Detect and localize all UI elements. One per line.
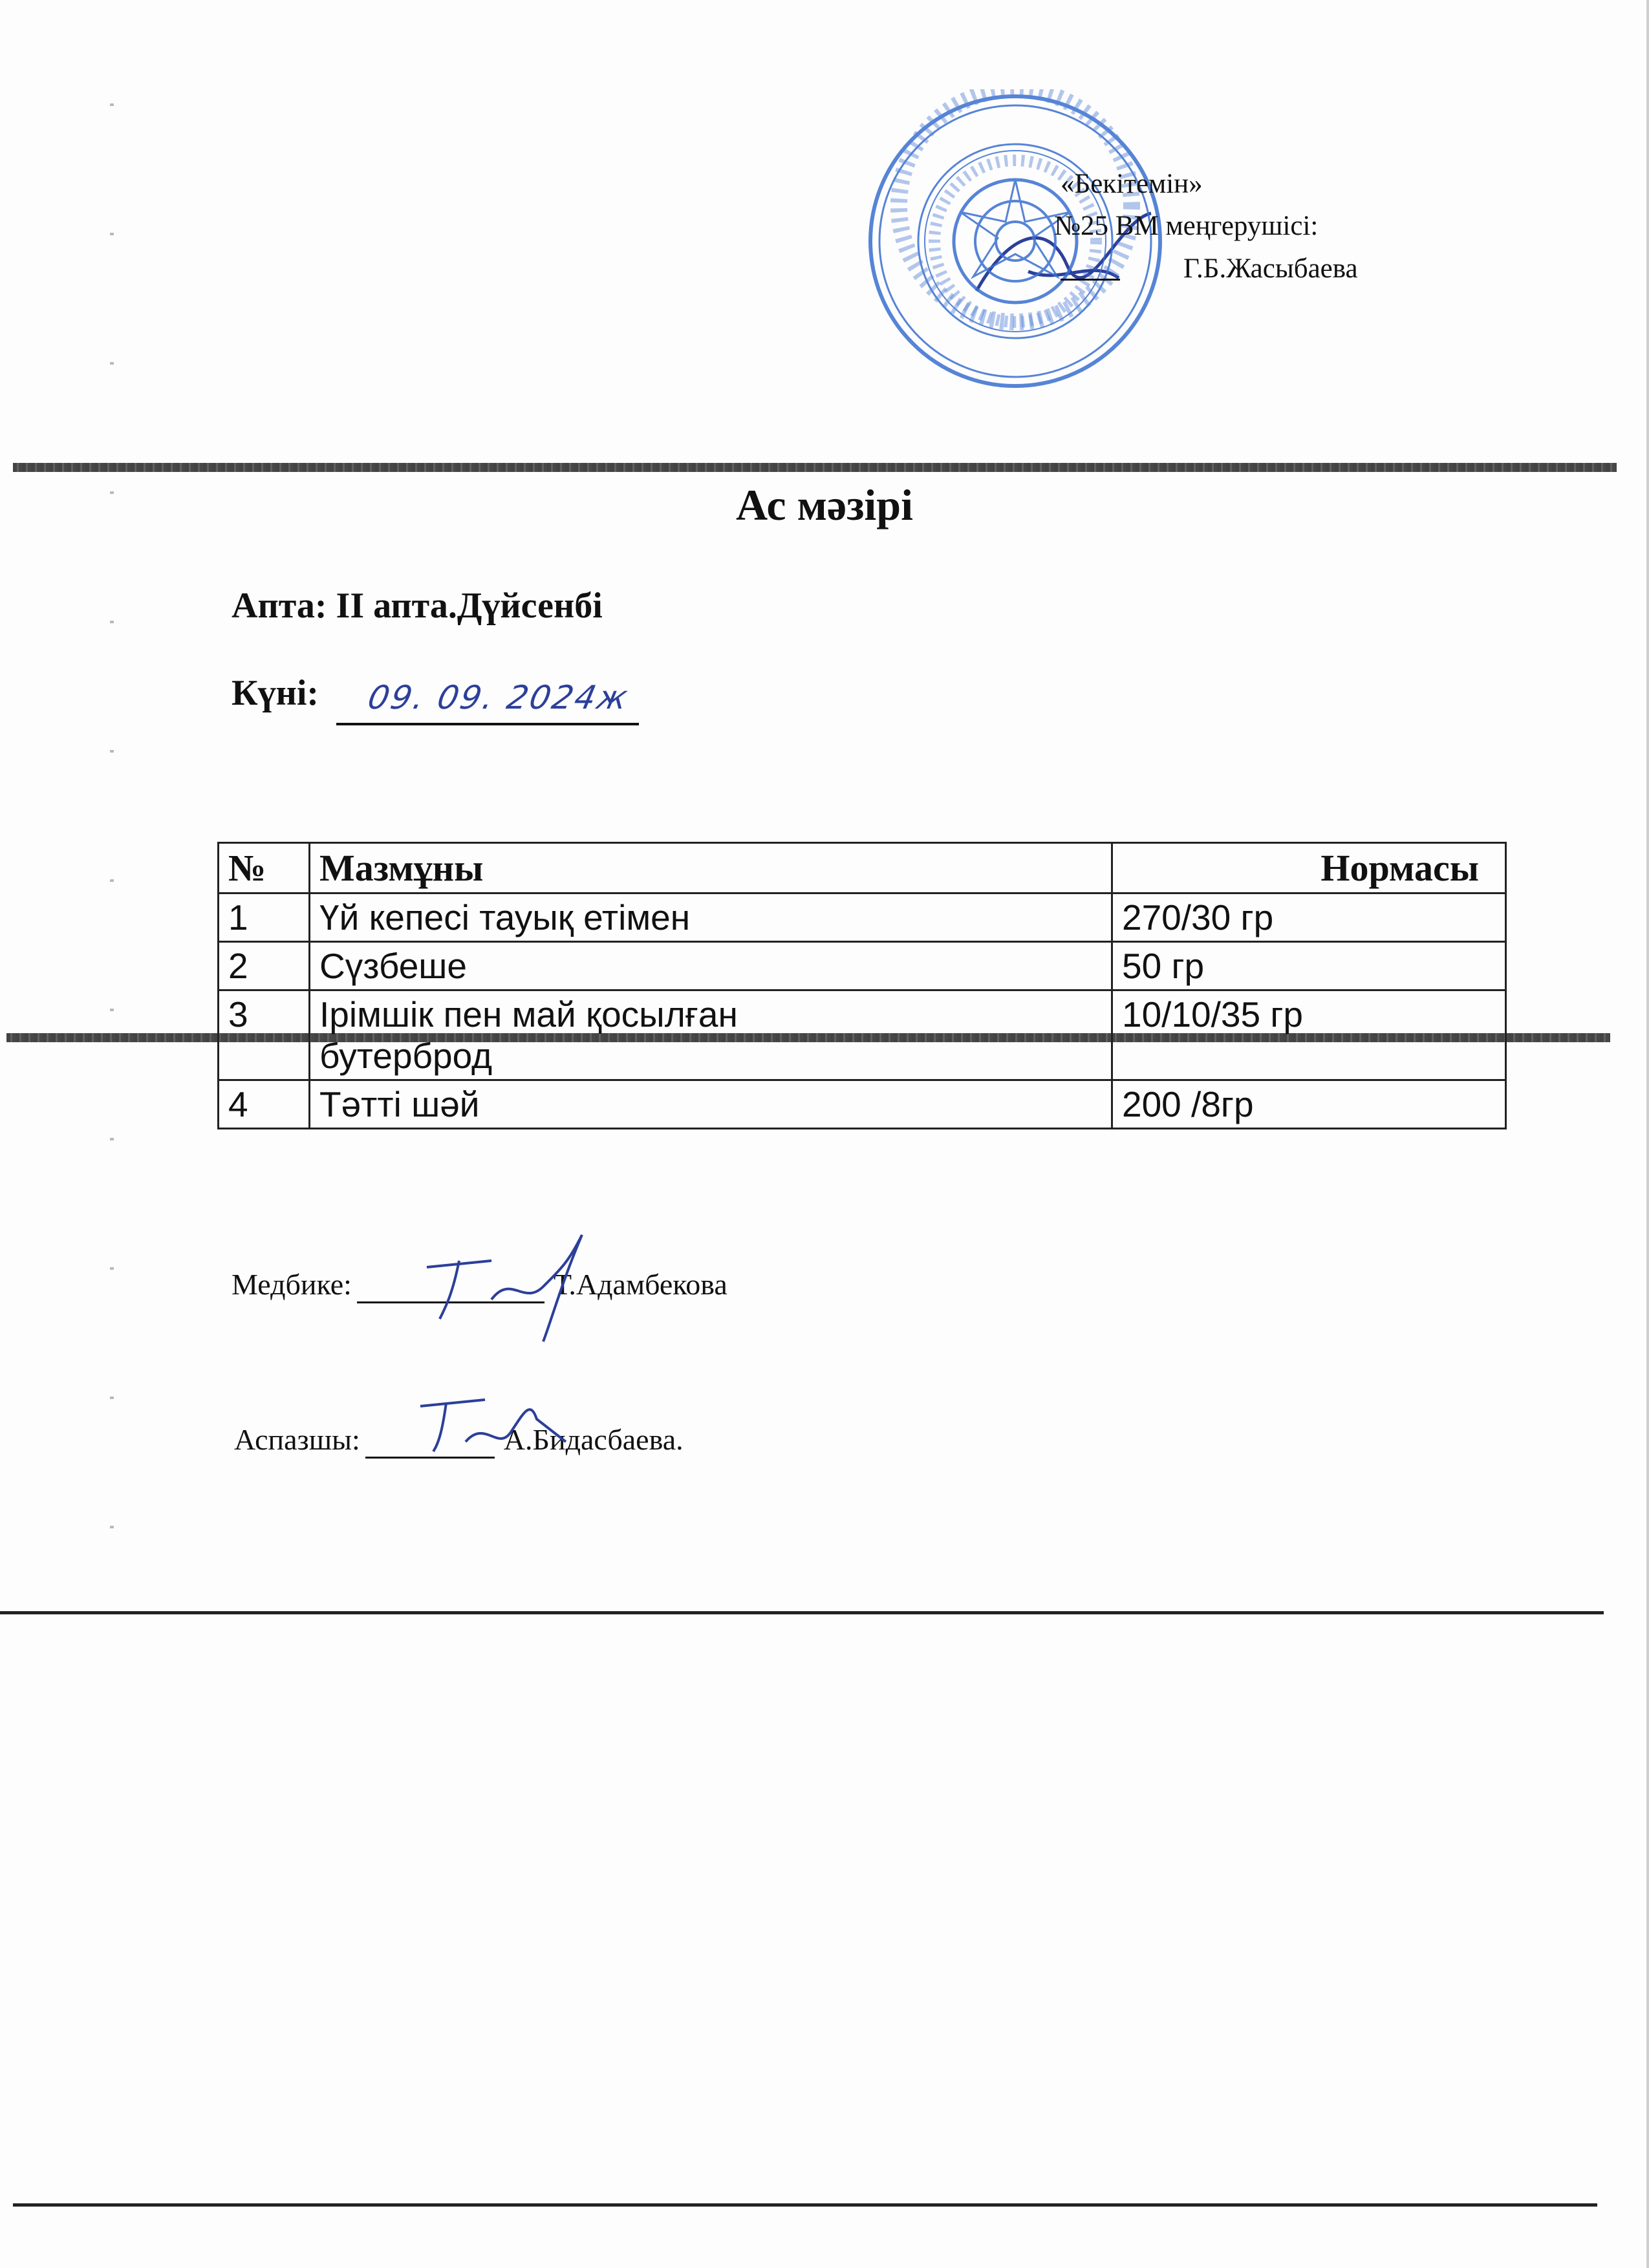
row-norm: 200 /8гр: [1112, 1080, 1506, 1129]
menu-table: [217, 842, 1507, 1129]
row-dish: Тәтті шәй: [310, 1080, 1112, 1129]
row-norm: 50 гр: [1112, 942, 1506, 990]
nurse-label: Медбике:: [232, 1268, 352, 1301]
table-row: [219, 893, 1506, 942]
header-content: Мазмұны: [310, 843, 1112, 893]
document-title: Ас мәзірі: [735, 480, 914, 530]
table-row: [219, 942, 1506, 990]
row-norm: 10/10/35 гр: [1112, 990, 1506, 1080]
approval-position: №25 ВМ меңгерушісі:: [1054, 211, 1319, 242]
row-number: 1: [219, 893, 310, 942]
table-header-row: [219, 843, 1506, 893]
cook-signature: [414, 1380, 569, 1464]
scan-edge-marks: [110, 26, 114, 1610]
row-dish: Үй кепесі тауық етімен: [310, 893, 1112, 942]
row-norm: 270/30 гр: [1112, 893, 1506, 942]
row-number: 4: [219, 1080, 310, 1129]
row-number: 2: [219, 942, 310, 990]
week-line: Апта: II апта.Дүйсенбі: [232, 586, 603, 626]
row-number: 3: [219, 990, 310, 1080]
table-row: [219, 1080, 1506, 1129]
date-label: Күні:: [232, 673, 319, 713]
approval-name: Г.Б.Жасыбаева: [1061, 248, 1358, 290]
cook-label: Аспазшы:: [234, 1423, 360, 1456]
approval-label: «Бекітемін»: [1061, 169, 1203, 199]
row-dish: [310, 990, 1112, 1080]
row-dish-text: Ірімшік пен май қосылған бутерброд: [319, 994, 738, 1076]
row-dish: Сүзбеше: [310, 942, 1112, 990]
cook-name: А.Бидасбаева.: [503, 1423, 684, 1456]
nurse-name: Т.Адамбекова: [553, 1268, 727, 1301]
approval-block: [1054, 163, 1358, 290]
scan-artifact-line: [13, 2203, 1597, 2207]
scan-artifact-bar: [13, 463, 1617, 472]
header-number: №: [219, 843, 310, 893]
date-underline: [336, 723, 639, 725]
scan-artifact-line: [0, 1611, 1604, 1614]
header-norm: Нормасы: [1112, 843, 1506, 893]
scan-right-edge: [1646, 0, 1649, 2268]
date-handwritten: 09. 09. 2024ж: [364, 679, 633, 716]
nurse-signature: [414, 1222, 608, 1345]
table-row: [219, 990, 1506, 1080]
